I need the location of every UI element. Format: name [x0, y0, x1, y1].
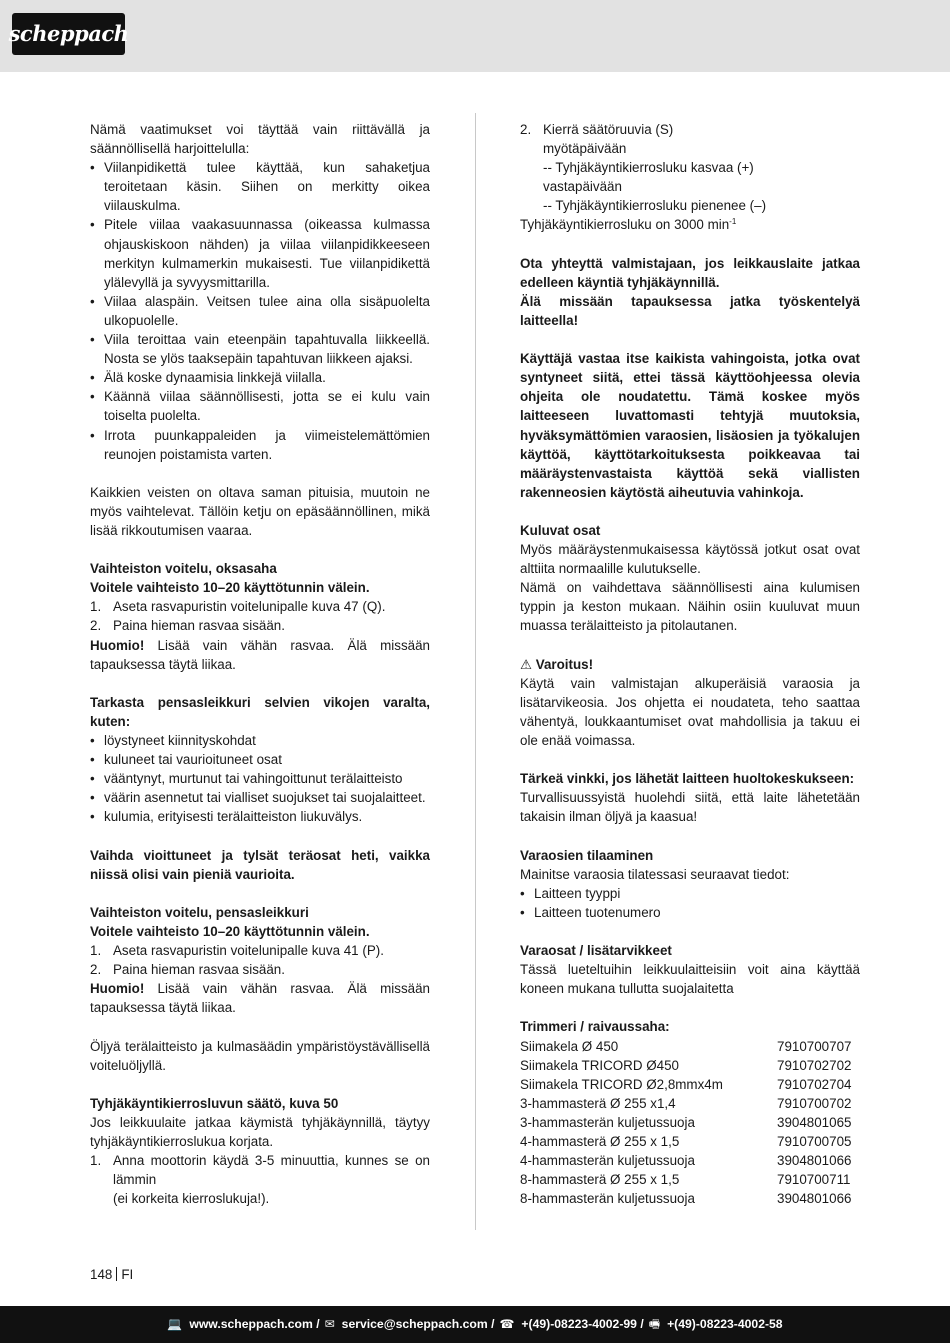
oil-paragraph: Öljyä terälaitteisto ja kulmasäädin ympäristöystävällisellä voiteluöljyllä.: [90, 1038, 430, 1073]
idle-rpm: Tyhjäkäyntikierrosluku on 3000 $\min^{-1}$: [520, 217, 737, 233]
service-text: Turvallisuussyistä huolehdi siitä, että laite lähetetään takaisin ilman öljyä ja kaasua!: [520, 790, 860, 825]
part-name: Siimakela TRICORD Ø2,8mmx4m: [520, 1076, 723, 1092]
section-heading: Tarkasta pensasleikkuri selvien vikojen varalta, kuten:: [90, 694, 430, 729]
parts-table: [520, 1037, 860, 1209]
warning-icon: ⚠: [520, 656, 533, 672]
part-code: 3904801065: [777, 1114, 852, 1130]
list-item: • Älä koske dynaamisia linkkejä viilalla.: [90, 368, 430, 387]
note-text: Huomio! Lisää vain vähän rasvaa. Älä missään tapauksessa täytä liikaa.: [90, 637, 430, 672]
order-text: Mainitse varaosia tilatessasi seuraavat tiedot:: [520, 866, 790, 882]
numbered-step: 1. Aseta rasvapuristin voitelunipalle kuva 41 (P).: [90, 943, 384, 959]
list-item: • Laitteen tyyppi: [520, 884, 860, 903]
list-item: • Pitele viilaa vaakasuunnassa (oikeassa kulmassa ohjauskiskoon nähden) ja viilaa viilanpidikkeeseen merkityn kulmamerkin mukaisesti. Tue viilanpidikettä ylälevyllä ja syvyysmittarilla.: [90, 215, 430, 291]
part-name: 3-hammasterän kuljetussuoja: [520, 1114, 695, 1130]
computer-icon: 💻: [167, 1316, 183, 1331]
list-item: • löystyneet kiinnityskohdat: [90, 731, 430, 750]
numbered-step: 1. Aseta rasvapuristin voitelunipalle kuva 47 (Q).: [90, 599, 386, 615]
intro-text: Nämä vaatimukset voi täyttää vain riittävällä ja säännöllisellä harjoittelulla:: [90, 122, 430, 157]
brand-logo: scheppach: [12, 13, 125, 55]
section-heading: Tärkeä vinkki, jos lähetät laitteen huoltokeskukseen:: [520, 771, 855, 787]
numbered-step: 2. Paina hieman rasvaa sisään.: [90, 618, 285, 634]
list-item: • Viilaa alaspäin. Veitsen tulee aina olla sisäpuolelta ulkopuolelle.: [90, 292, 430, 330]
part-name: Siimakela TRICORD Ø450: [520, 1057, 680, 1073]
step-detail: myötäpäivään: [543, 141, 627, 157]
list-item: • Viila teroittaa vain eteenpäin tapahtuvalla liikkeellä. Nosta se ylös taaksepäin tapahtuvan liikkeen ajaksi.: [90, 330, 430, 368]
page-number: 148 FI: [90, 1267, 134, 1282]
part-name: 4-hammasterän kuljetussuoja: [520, 1153, 695, 1169]
accessories-text: Tässä lueteltuihin leikkuulaitteisiin voit aina käyttää koneen mukana tullutta suojalaitetta: [520, 962, 860, 997]
website-link[interactable]: www.scheppach.com /: [189, 1316, 320, 1331]
list-item: • Käännä viilaa säännöllisesti, jotta se ei kulu vain toiselta puolelta.: [90, 387, 430, 425]
column-divider: [475, 113, 476, 1230]
wear-text: Nämä on vaihdettava säännöllisesti aina kulumisen typpin ja keston mukaan. Näihin osiin kuuluvat muun muassa terälaitteisto ja pitolautanen.: [520, 580, 860, 634]
replace-warning: Vaihda vioittuneet ja tylsät teräosat heti, vaikka niissä olisi vain pieniä vaurioita.: [90, 847, 430, 882]
list-item: • väärin asennetut tai vialliset suojukset tai suojalaitteet.: [90, 788, 430, 807]
section-heading: Tyhjäkäyntikierrosluvun säätö, kuva 50: [90, 1095, 339, 1111]
list-item: • vääntynyt, murtunut tai vahingoittunut terälaitteisto: [90, 769, 430, 788]
mail-icon: ✉: [324, 1316, 335, 1331]
liability-paragraph: Käyttäjä vastaa itse kaikista vahingoista, jotka ovat syntyneet siitä, ettei tässä käyttöohjeessa olevia ohjeita ole noudatettu. Tämä koskee myös laitteeseen luvattomasti tehtyjä muutoksia, hyväksymättömien varaosien, lisäosien ja työkalujen käyttöä, käyttötarkoituksesta poikkeavaa tai määräystenvastaista käyttöä sekä viallisten rakenneosien käytöstä aiheutuvia vahinkoja.: [520, 351, 860, 500]
part-name: Siimakela Ø 450: [520, 1038, 619, 1054]
never-warning: Älä missään tapauksessa jatka työskentelyä laitteella!: [520, 293, 860, 328]
filing-list: [90, 158, 430, 464]
fax-icon: 🖷: [648, 1316, 661, 1331]
part-name: 8-hammasterän kuljetussuoja: [520, 1191, 695, 1207]
warning-heading: ⚠ Varoitus!: [520, 656, 594, 672]
part-name: 3-hammasterä Ø 255 x1,4: [520, 1095, 676, 1111]
idle-intro: Jos leikkuulaite jatkaa käymistä tyhjäkäynnillä, täytyy tyhjäkäyntikierroslukua korjata.: [90, 1114, 430, 1149]
numbered-step: 1. Anna moottorin käydä 3-5 minuuttia, kunnes se on lämmin: [90, 1153, 430, 1188]
part-code: 7910700711: [777, 1172, 851, 1188]
part-code: 7910700707: [777, 1038, 852, 1054]
section-heading: Kuluvat osat: [520, 522, 601, 538]
part-name: 8-hammasterä Ø 255 x 1,5: [520, 1172, 680, 1188]
numbered-step: 2. Paina hieman rasvaa sisään.: [90, 962, 285, 978]
phone-number: +(49)-08223-4002-99 /: [521, 1316, 644, 1331]
step-detail: vastapäivään: [543, 179, 622, 195]
part-name: 4-hammasterä Ø 255 x 1,5: [520, 1133, 680, 1149]
list-item: • kuluneet tai vaurioituneet osat: [90, 750, 430, 769]
note-text: Huomio! Lisää vain vähän rasvaa. Älä missään tapauksessa täytä liikaa.: [90, 981, 430, 1016]
header-bar: [0, 0, 950, 72]
part-code: 7910700705: [777, 1133, 852, 1149]
section-subheading: Voitele vaihteisto 10–20 käyttötunnin välein.: [90, 923, 370, 939]
contact-bar: [0, 1306, 950, 1343]
section-heading: Trimmeri / raivaussaha:: [520, 1019, 670, 1035]
warning-text: Käytä vain valmistajan alkuperäisiä varaosia ja lisätarvikeosia. Jos ohjetta ei noudateta, teho saattaa vähentyä, loukkaantumiset ovat mahdollisia ja takuu ei ole enää voimassa.: [520, 675, 860, 748]
section-heading: Vaihteiston voitelu, pensasleikkuri: [90, 904, 309, 920]
phone-icon: ☎: [499, 1316, 515, 1331]
blades-paragraph: Kaikkien veisten on oltava saman pituisia, muutoin ne myös vaihtelevat. Tällöin ketju on epäsäännöllinen, mikä lisää rikkoutumisen vaaraa.: [90, 484, 430, 538]
left-column: [90, 120, 430, 1208]
section-heading: Vaihteiston voitelu, oksasaha: [90, 561, 277, 577]
numbered-step: 2. Kierrä säätöruuvia (S): [520, 122, 674, 137]
part-code: 7910702702: [777, 1057, 852, 1073]
wear-text: Myös määräystenmukaisessa käytössä jotkut osat ovat alttiita normaalille kulutukselle.: [520, 542, 860, 577]
step-detail: -- Tyhjäkäyntikierrosluku kasvaa (+): [543, 160, 754, 176]
list-item: • Irrota puunkappaleiden ja viimeistelemättömien reunojen poistamista varten.: [90, 426, 430, 464]
list-item: • Laitteen tuotenumero: [520, 903, 860, 922]
part-code: 3904801066: [777, 1153, 852, 1169]
list-item: • kulumia, erityisesti terälaitteiston liukuvälys.: [90, 807, 430, 826]
section-subheading: Voitele vaihteisto 10–20 käyttötunnin välein.: [90, 580, 370, 596]
part-code: 7910700702: [777, 1095, 852, 1111]
list-item: • Viilanpidikettä tulee käyttää, kun sahaketjua teroitetaan käsin. Siihen on merkitty oikea viilauskulma.: [90, 158, 430, 215]
email-link[interactable]: service@scheppach.com /: [341, 1316, 495, 1331]
part-code: 3904801066: [777, 1191, 852, 1207]
step-detail: (ei korkeita kierroslukuja!).: [113, 1191, 270, 1207]
part-code: 7910702704: [777, 1076, 852, 1092]
section-heading: Varaosien tilaaminen: [520, 847, 654, 863]
step-detail: -- Tyhjäkäyntikierrosluku pienenee (–): [543, 198, 767, 214]
section-heading: Varaosat / lisätarvikkeet: [520, 943, 672, 959]
right-column: [520, 120, 860, 1208]
contact-warning: Ota yhteyttä valmistajaan, jos leikkauslaite jatkaa edelleen käyntiä tyhjäkäynnillä.: [520, 255, 860, 290]
fax-number: +(49)-08223-4002-58: [667, 1316, 783, 1331]
